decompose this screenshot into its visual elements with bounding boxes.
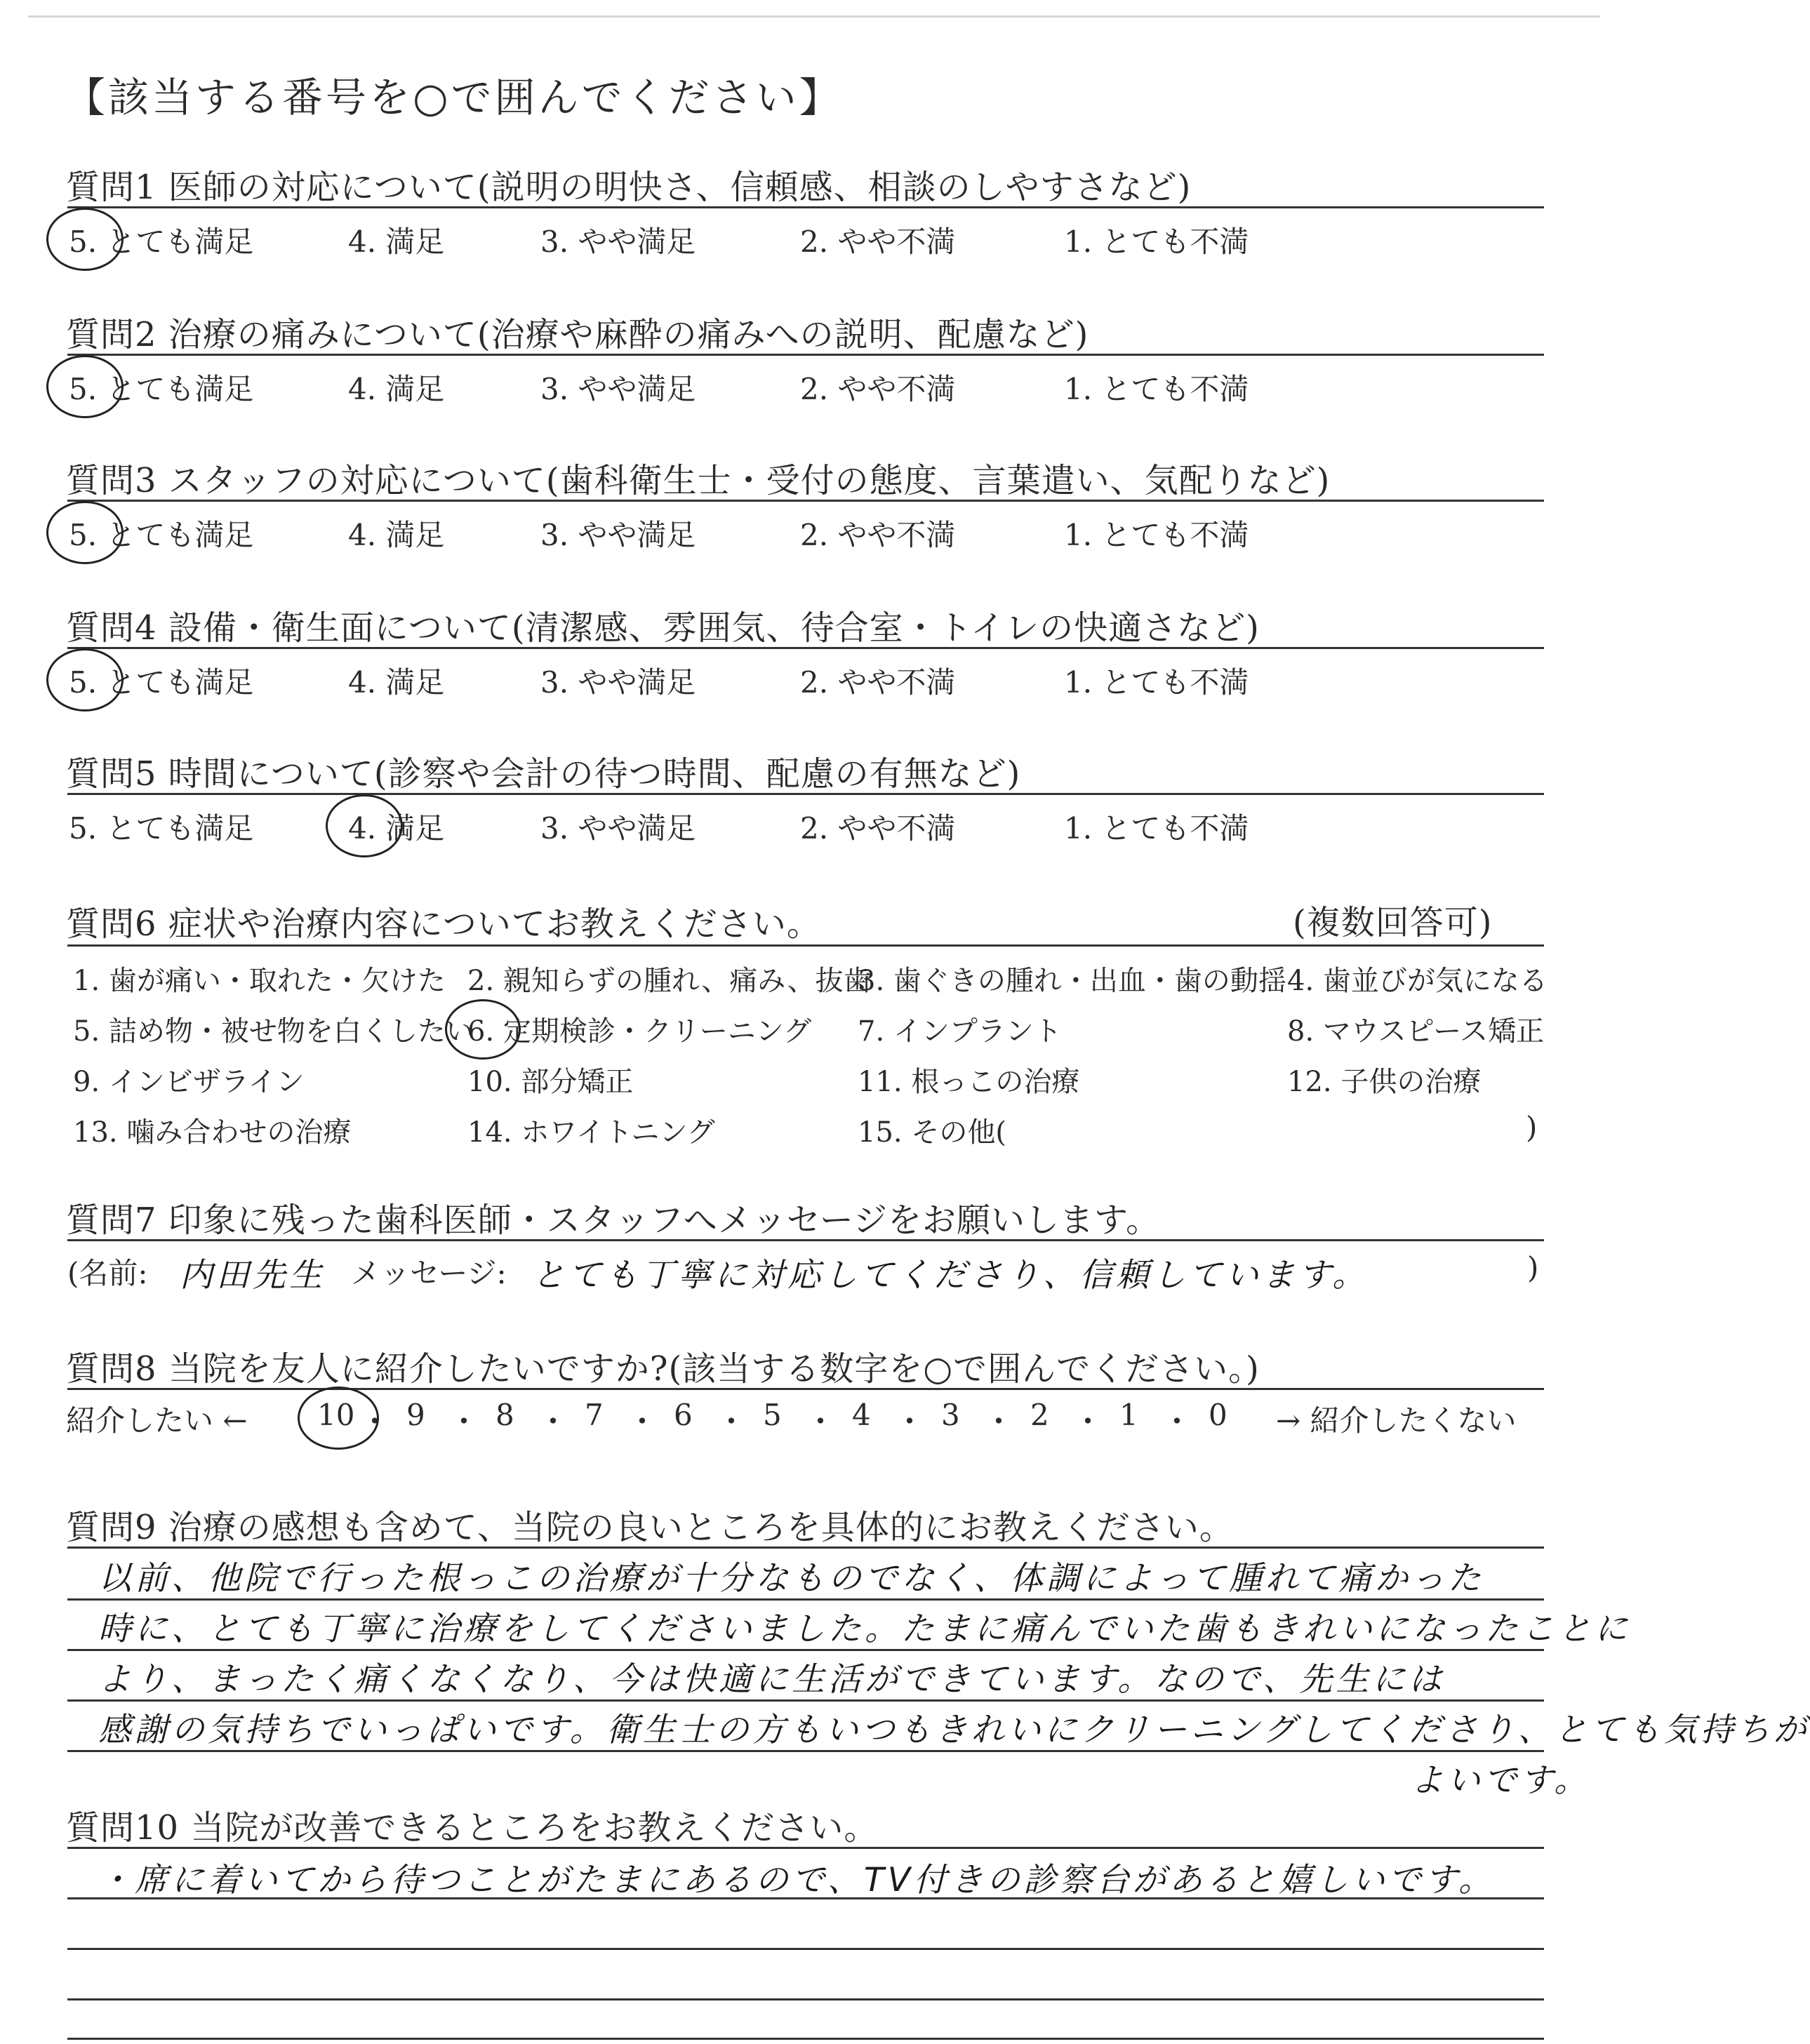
q6-option-10[interactable]: 10. 部分矯正 xyxy=(467,1066,634,1098)
q8-right-label: → 紹介したくない xyxy=(1276,1403,1517,1438)
q3-selected-circle xyxy=(46,501,124,564)
q3-option-4[interactable]: 4. 満足 xyxy=(348,518,445,552)
q10-rule-0 xyxy=(67,1847,1544,1849)
q10-rule-2 xyxy=(67,1948,1544,1950)
q7-message: とても丁寧に対応してくださり、信頼しています。 xyxy=(532,1256,1369,1295)
q1-option-5[interactable]: 5. とても満足 xyxy=(69,225,254,259)
q8-separator: ・ xyxy=(448,1404,479,1440)
q6-option-15[interactable]: 15. その他( xyxy=(858,1116,1006,1149)
q7-close-paren: ) xyxy=(1527,1250,1539,1285)
q1-option-1[interactable]: 1. とても不満 xyxy=(1064,225,1249,259)
q5-option-5[interactable]: 5. とても満足 xyxy=(69,811,254,846)
q8-scale-7[interactable]: 7 xyxy=(585,1398,604,1432)
q9-line: より、まったく痛くなくなり、今は快適に生活ができています。なので、先生には xyxy=(98,1660,1446,1699)
q5-option-1[interactable]: 1. とても不満 xyxy=(1064,811,1249,846)
q3-option-3[interactable]: 3. やや満足 xyxy=(540,518,696,552)
q6-option-8[interactable]: 8. マウスピース矯正 xyxy=(1287,1015,1545,1048)
q6-option-11[interactable]: 11. 根っこの治療 xyxy=(858,1066,1080,1098)
q8-scale-3[interactable]: 3 xyxy=(941,1398,960,1432)
q10-line: ・席に着いてから待つことがたまにあるので、TV付きの診察台があると嬉しいです。 xyxy=(98,1861,1496,1899)
q8-scale-8[interactable]: 8 xyxy=(495,1398,514,1432)
q7-name: 内田先生 xyxy=(180,1256,326,1295)
q9-line: よいです。 xyxy=(1411,1761,1591,1800)
q8-selected-circle xyxy=(298,1387,379,1450)
q4-option-3[interactable]: 3. やや満足 xyxy=(540,665,696,700)
q4-rule xyxy=(67,647,1544,649)
q4-option-4[interactable]: 4. 満足 xyxy=(348,665,445,700)
q8-separator: ・ xyxy=(894,1404,925,1440)
q1-option-2[interactable]: 2. やや不満 xyxy=(800,225,956,259)
q8-rule xyxy=(67,1388,1544,1390)
q5-rule xyxy=(67,793,1544,795)
q7-label: 質問7 印象に残った歯科医師・スタッフへメッセージをお願いします。 xyxy=(66,1201,1161,1240)
q8-label: 質問8 当院を友人に紹介したいですか?(該当する数字を○で囲んでください。) xyxy=(66,1349,1260,1389)
q8-scale-5[interactable]: 5 xyxy=(763,1398,782,1432)
q5-option-4[interactable]: 4. 満足 xyxy=(348,811,445,846)
q5-option-2[interactable]: 2. やや不満 xyxy=(800,811,956,846)
q3-option-2[interactable]: 2. やや不満 xyxy=(800,518,956,552)
q8-separator: ・ xyxy=(627,1404,658,1440)
q6-note: (複数回答可) xyxy=(1293,903,1493,942)
q8-separator: ・ xyxy=(716,1404,747,1440)
q6-option-14[interactable]: 14. ホワイトニング xyxy=(467,1116,715,1149)
q4-label: 質問4 設備・衛生面について(清潔感、雰囲気、待合室・トイレの快適さなど) xyxy=(66,608,1260,648)
q8-scale-10[interactable]: 10 xyxy=(317,1398,355,1432)
q4-option-1[interactable]: 1. とても不満 xyxy=(1064,665,1249,700)
top-border xyxy=(28,15,1600,18)
q6-option-12[interactable]: 12. 子供の治療 xyxy=(1287,1066,1482,1098)
q1-label: 質問1 医師の対応について(説明の明快さ、信頼感、相談のしやすさなど) xyxy=(66,168,1192,207)
q8-scale-1[interactable]: 1 xyxy=(1119,1398,1138,1432)
q9-line: 以前、他院で行った根っこの治療が十分なものでなく、体調によって腫れて痛かった xyxy=(98,1559,1485,1598)
q10-rule-4 xyxy=(67,2038,1544,2040)
page-title: 【該当する番号を○で囲んでください】 xyxy=(65,74,843,121)
q6-option-7[interactable]: 7. インプラント xyxy=(858,1015,1062,1048)
q10-label: 質問10 当院が改善できるところをお教えください。 xyxy=(66,1808,879,1848)
q9-line: 感謝の気持ちでいっぱいです。衛生士の方もいつもきれいにクリーニングしてくださり、とても気持ちが xyxy=(98,1711,1810,1749)
q3-option-1[interactable]: 1. とても不満 xyxy=(1064,518,1249,552)
q3-label: 質問3 スタッフの対応について(歯科衛生士・受付の態度、言葉遣い、気配りなど) xyxy=(66,461,1331,500)
q5-label: 質問5 時間について(診察や会計の待つ時間、配慮の有無など) xyxy=(66,754,1021,794)
q9-rule-0 xyxy=(67,1547,1544,1549)
q9-label: 質問9 治療の感想も含めて、当院の良いところを具体的にお教えください。 xyxy=(66,1508,1234,1547)
q6-option-6[interactable]: 6. 定期検診・クリーニング xyxy=(467,1015,812,1048)
q2-option-5[interactable]: 5. とても満足 xyxy=(69,372,254,406)
q1-rule xyxy=(67,206,1544,208)
q8-scale-9[interactable]: 9 xyxy=(406,1398,425,1432)
q1-option-4[interactable]: 4. 満足 xyxy=(348,225,445,259)
q9-line: 時に、とても丁寧に治療をしてくださいました。たまに痛んでいた歯もきれいになったことに xyxy=(98,1610,1631,1648)
q8-separator: ・ xyxy=(983,1404,1014,1440)
q6-option-4[interactable]: 4. 歯並びが気になる xyxy=(1287,965,1548,997)
q2-option-3[interactable]: 3. やや満足 xyxy=(540,372,696,406)
q4-option-2[interactable]: 2. やや不満 xyxy=(800,665,956,700)
q6-label: 質問6 症状や治療内容についてお教えください。 xyxy=(66,904,821,944)
q8-scale-6[interactable]: 6 xyxy=(674,1398,693,1432)
q4-option-5[interactable]: 5. とても満足 xyxy=(69,665,254,700)
q8-left-label: 紹介したい ← xyxy=(66,1403,248,1438)
q4-selected-circle xyxy=(46,648,124,712)
q6-option-13[interactable]: 13. 噛み合わせの治療 xyxy=(73,1116,352,1149)
q6-option-5[interactable]: 5. 詰め物・被せ物を白くしたい xyxy=(73,1015,474,1048)
q7-message-label: メッセージ: xyxy=(351,1256,507,1290)
q3-option-5[interactable]: 5. とても満足 xyxy=(69,518,254,552)
q6-option-1[interactable]: 1. 歯が痛い・取れた・欠けた xyxy=(73,965,446,997)
q8-separator: ・ xyxy=(805,1404,836,1440)
q2-option-2[interactable]: 2. やや不満 xyxy=(800,372,956,406)
q8-scale-4[interactable]: 4 xyxy=(852,1398,871,1432)
q6-option-3[interactable]: 3. 歯ぐきの腫れ・出血・歯の動揺 xyxy=(858,965,1286,997)
q2-option-4[interactable]: 4. 満足 xyxy=(348,372,445,406)
q5-option-3[interactable]: 3. やや満足 xyxy=(540,811,696,846)
q2-selected-circle xyxy=(46,355,124,418)
q1-selected-circle xyxy=(46,208,124,271)
q7-rule xyxy=(67,1239,1544,1241)
q2-rule xyxy=(67,354,1544,356)
q6-close-paren: ) xyxy=(1526,1110,1538,1144)
q8-scale-2[interactable]: 2 xyxy=(1030,1398,1049,1432)
q8-separator: ・ xyxy=(1072,1404,1103,1440)
q6-option-9[interactable]: 9. インビザライン xyxy=(73,1066,305,1098)
q6-rule xyxy=(67,944,1544,947)
q7-name-label: (名前: xyxy=(67,1256,148,1290)
q8-separator: ・ xyxy=(538,1404,568,1440)
q2-label: 質問2 治療の痛みについて(治療や麻酔の痛みへの説明、配慮など) xyxy=(66,315,1089,354)
q8-separator: ・ xyxy=(1162,1404,1192,1440)
q8-separator: ・ xyxy=(359,1404,390,1440)
q1-option-3[interactable]: 3. やや満足 xyxy=(540,225,696,259)
q5-selected-circle xyxy=(326,794,403,857)
q6-selected-circle xyxy=(445,999,521,1060)
q6-option-2[interactable]: 2. 親知らずの腫れ、痛み、抜歯 xyxy=(467,965,872,997)
q3-rule xyxy=(67,500,1544,502)
q8-scale-0[interactable]: 0 xyxy=(1209,1398,1227,1432)
q2-option-1[interactable]: 1. とても不満 xyxy=(1064,372,1249,406)
q10-rule-3 xyxy=(67,1998,1544,2000)
